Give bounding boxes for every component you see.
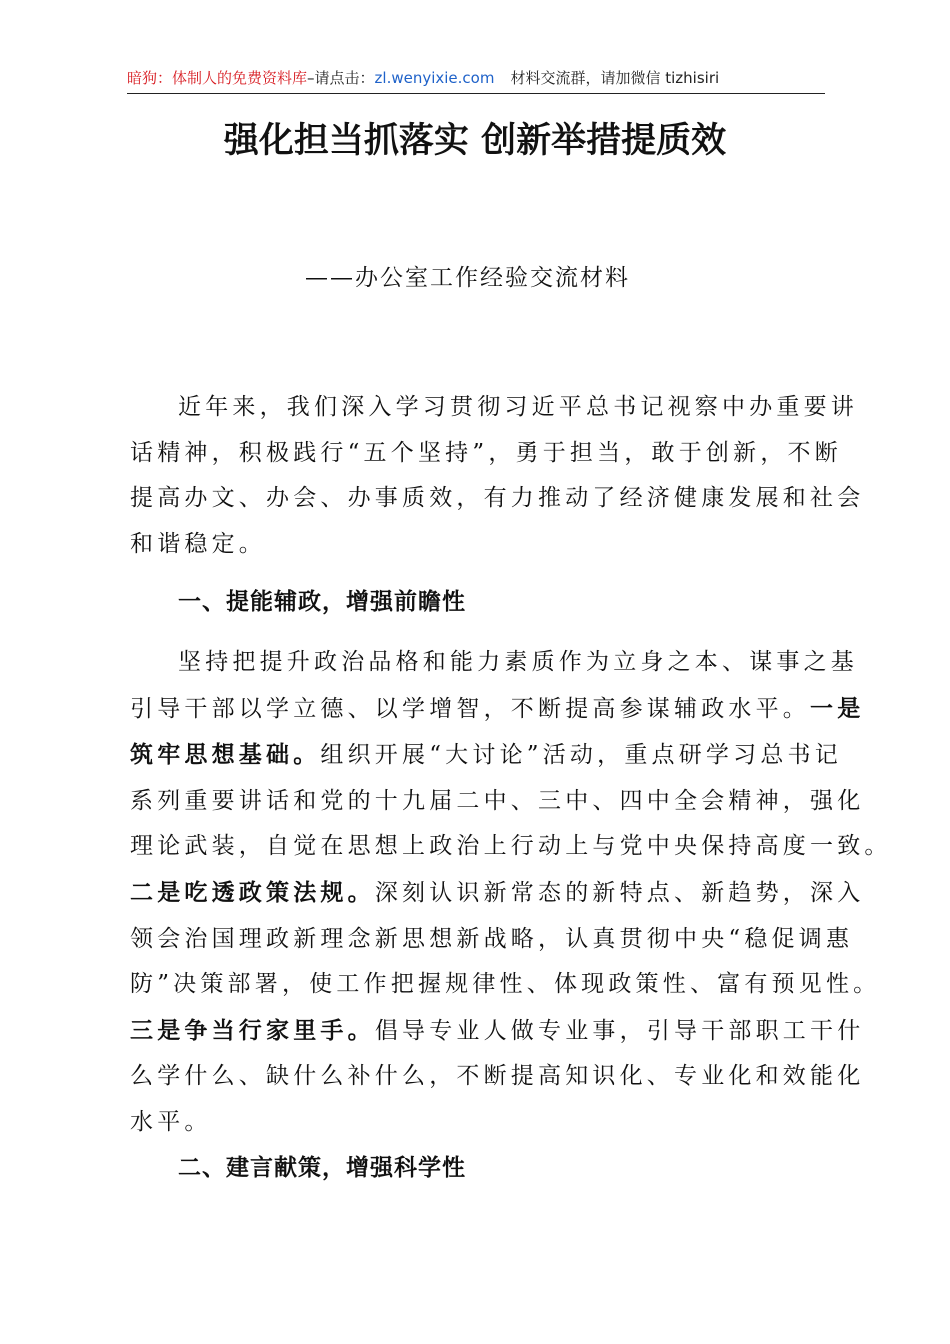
point-2-title: 二是吃透政策法规。 <box>130 878 375 906</box>
header-promo-text: 暗狗：体制人的免费资料库 <box>127 69 308 87</box>
intro-paragraph <box>130 385 865 567</box>
document-title: 强化担当抓落实 创新举措提质效 <box>223 120 727 161</box>
paragraph-line: 防”决策部署，使工作把握规律性、体现政策性、富有预见性。 <box>130 971 881 998</box>
paragraph-line: 领会治国理政新理念新思想新战略，认真贯彻中央“稳促调惠 <box>130 925 854 952</box>
header-divider <box>127 93 825 94</box>
page-header <box>127 64 825 92</box>
section-1-heading: 一、提能辅政，增强前瞻性 <box>178 589 466 615</box>
paragraph-line: 理论武装，自觉在思想上政治上行动上与党中央保持高度一致。 <box>130 833 892 860</box>
section-2-heading: 二、建言献策，增强科学性 <box>178 1155 466 1181</box>
paragraph-line: 三是争当行家里手。倡导专业人做专业事，引导干部职工干什 <box>130 1016 865 1044</box>
header-click-label: –请点击： <box>307 69 375 87</box>
paragraph-line: 么学什么、缺什么补什么，不断提高知识化、专业化和效能化 <box>130 1063 865 1090</box>
point-3-title: 三是争当行家里手。 <box>130 1016 375 1044</box>
header-contact-text: 材料交流群，请加微信 tizhisiri <box>510 69 720 87</box>
document-subtitle: ——办公室工作经验交流材料 <box>305 265 630 291</box>
intro-line: 提高办文、办会、办事质效，有力推动了经济健康发展和社会 <box>130 485 865 512</box>
paragraph-line: 引导干部以学立德、以学增智，不断提高参谋辅政水平。一是 <box>130 694 865 722</box>
paragraph-line: 坚持把提升政治品格和能力素质作为立身之本、谋事之基 <box>178 649 858 675</box>
intro-line: 近年来，我们深入学习贯彻习近平总书记视察中办重要讲 <box>178 394 858 420</box>
paragraph-line: 二是吃透政策法规。深刻认识新常态的新特点、新趋势，深入 <box>130 878 865 906</box>
point-1-label: 一是 <box>810 694 865 722</box>
paragraph-line: 水平。 <box>130 1108 212 1135</box>
point-1-title: 筑牢思想基础。 <box>130 741 321 769</box>
section-1-paragraph <box>130 640 892 1146</box>
intro-line: 话精神，积极践行“五个坚持”，勇于担当，敢于创新，不断 <box>130 439 842 466</box>
paragraph-line: 系列重要讲话和党的十九届二中、三中、四中全会精神，强化 <box>130 787 865 814</box>
header-url-link[interactable]: zl.wenyixie.com <box>374 69 495 87</box>
intro-line: 和谐稳定。 <box>130 530 266 557</box>
paragraph-line: 筑牢思想基础。组织开展“大讨论”活动，重点研学习总书记 <box>130 741 842 769</box>
